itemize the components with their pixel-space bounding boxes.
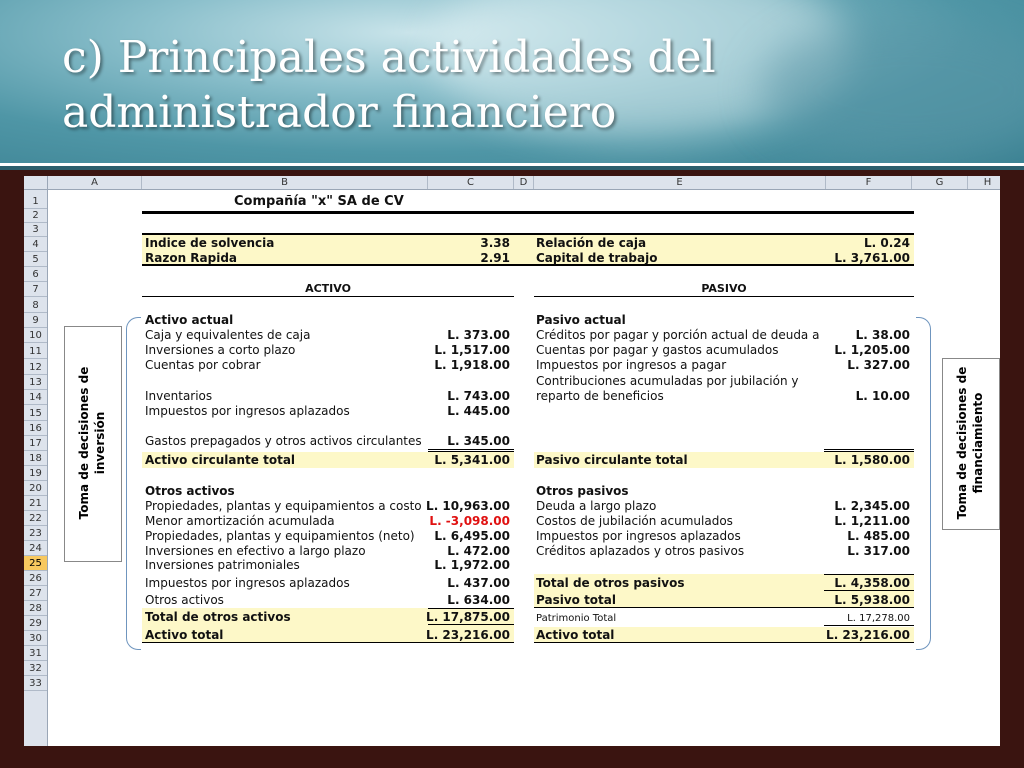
cash-value: L. 373.00 (447, 328, 510, 342)
column-header-g[interactable]: G (912, 176, 968, 189)
grand-total-rule (824, 625, 914, 626)
inventory-value: L. 743.00 (447, 389, 510, 403)
long-investments-value: L. 472.00 (447, 544, 510, 558)
activo-current-heading: Activo actual (145, 313, 234, 327)
financing-brace (916, 317, 931, 650)
amortization-label: Menor amortización acumulada (145, 514, 335, 528)
row-header-21[interactable]: 21 (24, 496, 47, 511)
taxes-payable-value: L. 327.00 (847, 358, 910, 372)
taxes-payable-label: Impuestos por ingresos a pagar (536, 358, 727, 372)
row-header-22[interactable]: 22 (24, 511, 47, 526)
row-header-32[interactable]: 32 (24, 661, 47, 676)
pasivo-bottom-rule (534, 642, 914, 643)
column-header-h[interactable]: H (968, 176, 1000, 189)
working-capital-label: Capital de trabajo (536, 251, 658, 265)
short-investments-value: L. 1,517.00 (434, 343, 510, 357)
pasivo-total-label: Pasivo total (536, 593, 616, 607)
receivables-label: Cuentas por cobrar (145, 358, 261, 372)
deferred-credits-value: L. 317.00 (847, 544, 910, 558)
other-assets-value: L. 634.00 (447, 593, 510, 607)
row-header-15[interactable]: 15 (24, 405, 47, 421)
column-header-a[interactable]: A (48, 176, 142, 189)
row-header-3[interactable]: 3 (24, 223, 47, 237)
slide-header (0, 0, 1024, 163)
row-header-24[interactable]: 24 (24, 541, 47, 556)
grand-total-value: L. 23,216.00 (826, 628, 910, 642)
deferred-tax-2-label: Impuestos por ingresos aplazados (145, 576, 350, 590)
activo-other-total-label: Total de otros activos (145, 610, 291, 624)
activo-sum-rule-2 (428, 451, 514, 452)
contributions-label-line2: reparto de beneficios (536, 389, 664, 403)
investment-callout-line1: Toma de decisiones de (77, 366, 91, 520)
row-header-6[interactable]: 6 (24, 267, 47, 282)
pasivo-current-heading: Pasivo actual (536, 313, 626, 327)
grand-total-label: Activo total (536, 628, 615, 642)
slide-title-line2: administrador financiero (62, 87, 617, 138)
row-header-18[interactable]: 18 (24, 451, 47, 466)
receivables-value: L. 1,918.00 (434, 358, 510, 372)
row-header-31[interactable]: 31 (24, 646, 47, 661)
long-investments-label: Inversiones en efectivo a largo plazo (145, 544, 366, 558)
activo-other-rule (428, 608, 514, 609)
row-header-28[interactable]: 28 (24, 601, 47, 616)
pasivo-other-total-rule (824, 590, 914, 591)
activo-bottom-rule (142, 642, 514, 643)
inventory-label: Inventarios (145, 389, 213, 403)
activo-sum-rule-1 (428, 449, 514, 450)
row-header-17[interactable]: 17 (24, 436, 47, 451)
activo-total-label: Activo total (145, 628, 224, 642)
pasivo-other-rule (824, 574, 914, 575)
activo-other-total-value: L. 17,875.00 (426, 610, 510, 624)
credits-value: L. 38.00 (855, 328, 910, 342)
column-header-e[interactable]: E (534, 176, 826, 189)
activo-other-total-rule (428, 624, 514, 625)
row-header-13[interactable]: 13 (24, 375, 47, 390)
activo-current-total-label: Activo circulante total (145, 453, 296, 467)
row-header-7[interactable]: 7 (24, 282, 47, 297)
contributions-value: L. 10.00 (855, 389, 910, 403)
activo-header-rule (142, 296, 514, 297)
row-header-16[interactable]: 16 (24, 421, 47, 436)
title-underline (142, 211, 914, 214)
short-investments-label: Inversiones a corto plazo (145, 343, 296, 357)
row-header-4[interactable]: 4 (24, 237, 47, 252)
pasivo-header: PASIVO (701, 282, 747, 295)
pension-value: L. 1,211.00 (834, 514, 910, 528)
cash-ratio-label: Relación de caja (536, 236, 647, 250)
equity-investments-label: Inversiones patrimoniales (145, 558, 300, 572)
row-header-11[interactable]: 11 (24, 343, 47, 359)
ratios-bottom-rule (142, 264, 914, 266)
row-header-14[interactable]: 14 (24, 390, 47, 405)
working-capital-value: L. 3,761.00 (834, 251, 910, 265)
pasivo-other-heading: Otros pasivos (536, 484, 629, 498)
activo-current-total-value: L. 5,341.00 (434, 453, 510, 467)
company-title: Compañía "x" SA de CV (234, 194, 404, 209)
activo-other-heading: Otros activos (145, 484, 235, 498)
row-header-1[interactable]: 1 (24, 190, 47, 209)
credits-label: Créditos por pagar y porción actual de deuda a (536, 328, 820, 342)
ppe-net-label: Propiedades, plantas y equipamientos (neto) (145, 529, 415, 543)
row-header-9[interactable]: 9 (24, 313, 47, 328)
pasivo-sum-rule-1 (824, 449, 914, 450)
payables-label: Cuentas por pagar y gastos acumulados (536, 343, 779, 357)
column-headers (48, 176, 1000, 190)
financing-callout-line1: Toma de decisiones de (955, 366, 969, 520)
column-header-d[interactable]: D (514, 176, 534, 189)
financing-callout-text (954, 367, 986, 520)
spreadsheet (24, 176, 1000, 746)
pasivo-current-total-label: Pasivo circulante total (536, 453, 688, 467)
row-header-8[interactable]: 8 (24, 297, 47, 313)
deferred-tax-label: Impuestos por ingresos aplazados (145, 404, 350, 418)
select-all-corner[interactable] (24, 176, 48, 190)
row-header-23[interactable]: 23 (24, 526, 47, 541)
cash-label: Caja y equivalentes de caja (145, 328, 311, 342)
long-debt-value: L. 2,345.00 (834, 499, 910, 513)
pasivo-other-total-label: Total de otros pasivos (536, 576, 685, 590)
row-header-27[interactable]: 27 (24, 586, 47, 601)
column-header-b[interactable]: B (142, 176, 428, 189)
row-header-33[interactable]: 33 (24, 676, 47, 691)
investment-callout-line2: inversión (93, 411, 107, 475)
pasivo-sum-rule-2 (824, 451, 914, 452)
investment-callout-text (76, 367, 108, 520)
solvency-label: Indice de solvencia (145, 236, 275, 250)
activo-header: ACTIVO (305, 282, 351, 295)
deferred-tax-2-value: L. 437.00 (447, 576, 510, 590)
amortization-value: L. -3,098.00 (429, 514, 510, 528)
row-header-29[interactable]: 29 (24, 616, 47, 631)
equity-investments-value: L. 1,972.00 (434, 558, 510, 572)
prepaid-label: Gastos prepagados y otros activos circulantes (145, 434, 422, 448)
equity-label: Patrimonio Total (536, 613, 617, 624)
header-divider-dark (0, 166, 1024, 170)
ppe-value: L. 10,963.00 (426, 499, 510, 513)
equity-value: L. 17,278.00 (847, 613, 910, 624)
prepaid-value: L. 345.00 (447, 434, 510, 448)
slide-title-line1: c) Principales actividades del (62, 32, 716, 83)
pasivo-total-value: L. 5,938.00 (834, 593, 910, 607)
investment-brace (126, 317, 141, 650)
row-header-5[interactable]: 5 (24, 252, 47, 267)
payables-value: L. 1,205.00 (834, 343, 910, 357)
contributions-label-line1: Contribuciones acumuladas por jubilación y (536, 374, 799, 388)
pasivo-total-rule (534, 607, 914, 608)
row-header-26[interactable]: 26 (24, 571, 47, 586)
row-header-2[interactable]: 2 (24, 209, 47, 223)
other-assets-label: Otros activos (145, 593, 224, 607)
row-header-30[interactable]: 30 (24, 631, 47, 646)
ratios-top-rule (142, 233, 914, 235)
slide-title (62, 30, 716, 140)
deferred-tax-value: L. 445.00 (447, 404, 510, 418)
row-header-19[interactable]: 19 (24, 466, 47, 481)
quick-ratio-value: 2.91 (480, 251, 510, 265)
deferred-credits-label: Créditos aplazados y otros pasivos (536, 544, 745, 558)
cash-ratio-value: L. 0.24 (864, 236, 910, 250)
row-headers (24, 190, 48, 746)
quick-ratio-label: Razon Rapida (145, 251, 238, 265)
solvency-value: 3.38 (480, 236, 510, 250)
column-header-f[interactable]: F (826, 176, 912, 189)
row-header-20[interactable]: 20 (24, 481, 47, 496)
pension-label: Costos de jubilación acumulados (536, 514, 733, 528)
row-header-12[interactable]: 12 (24, 359, 47, 375)
row-header-10[interactable]: 10 (24, 328, 47, 343)
pasivo-deferred-tax-value: L. 485.00 (847, 529, 910, 543)
financing-callout-line2: financiamiento (971, 392, 985, 494)
activo-total-value: L. 23,216.00 (426, 628, 510, 642)
ppe-label: Propiedades, plantas y equipamientos a costo (145, 499, 422, 513)
column-header-c[interactable]: C (428, 176, 514, 189)
row-header-25[interactable]: 25 (24, 556, 47, 571)
pasivo-deferred-tax-label: Impuestos por ingresos aplazados (536, 529, 741, 543)
pasivo-other-total-value: L. 4,358.00 (834, 576, 910, 590)
ppe-net-value: L. 6,495.00 (434, 529, 510, 543)
pasivo-header-rule (534, 296, 914, 297)
long-debt-label: Deuda a largo plazo (536, 499, 657, 513)
pasivo-current-total-value: L. 1,580.00 (834, 453, 910, 467)
